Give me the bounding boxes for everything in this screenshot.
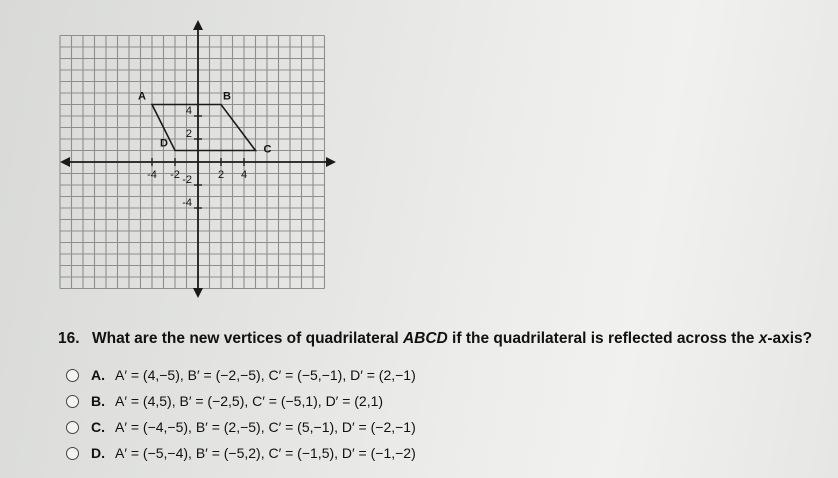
coordinate-graph: [0, 0, 340, 310]
choice-letter: D.: [91, 445, 105, 461]
y-tick-label: -2: [182, 174, 192, 186]
x-axis-right-arrow: [326, 157, 336, 167]
vertex-label-c: C: [263, 143, 272, 156]
question-axis: x: [758, 330, 768, 347]
question-suffix: -axis?: [767, 330, 813, 347]
question-shape: ABCD: [402, 330, 448, 347]
x-axis-left-arrow: [60, 157, 70, 167]
question-16: [58, 330, 812, 348]
choice-letter: B.: [91, 393, 105, 409]
choice-letter: A.: [91, 367, 105, 383]
y-tick-label: -4: [182, 197, 192, 209]
radio-button[interactable]: [66, 369, 79, 382]
choice-d[interactable]: [66, 440, 416, 466]
question-middle: if the quadrilateral is reflected across the: [447, 330, 759, 347]
choice-text: A′ = (4,5), B′ = (−2,5), C′ = (−5,1), D′ = (2,1): [115, 393, 384, 409]
x-tick-label: -4: [147, 169, 157, 181]
choice-a[interactable]: [66, 362, 416, 388]
vertex-label-b: B: [223, 90, 231, 103]
axes: [60, 20, 336, 298]
question-number: 16.: [58, 330, 80, 347]
radio-button[interactable]: [66, 395, 79, 408]
choice-c[interactable]: [66, 414, 416, 440]
choice-text: A′ = (4,−5), B′ = (−2,−5), C′ = (−5,−1), D′ = (2,−1): [115, 367, 416, 383]
radio-button[interactable]: [66, 447, 79, 460]
y-axis-up-arrow: [193, 20, 203, 30]
y-tick-label: 2: [185, 128, 192, 140]
y-axis-down-arrow: [193, 288, 203, 298]
choice-letter: C.: [91, 419, 105, 435]
question-prefix: What are the new vertices of quadrilateral: [92, 330, 403, 347]
radio-button[interactable]: [66, 421, 79, 434]
vertex-label-a: A: [138, 90, 146, 103]
choice-text: A′ = (−4,−5), B′ = (2,−5), C′ = (5,−1), D′ = (−2,−1): [115, 419, 416, 435]
x-tick-label: 2: [217, 169, 225, 181]
answer-choices: [66, 362, 416, 466]
x-tick-label: -2: [170, 169, 180, 181]
y-tick-label: 4: [185, 105, 192, 117]
x-tick-label: 4: [240, 169, 248, 181]
choice-text: A′ = (−5,−4), B′ = (−5,2), C′ = (−1,5), D′ = (−1,−2): [115, 445, 416, 461]
vertex-label-d: D: [160, 137, 168, 150]
choice-b[interactable]: [66, 388, 416, 414]
